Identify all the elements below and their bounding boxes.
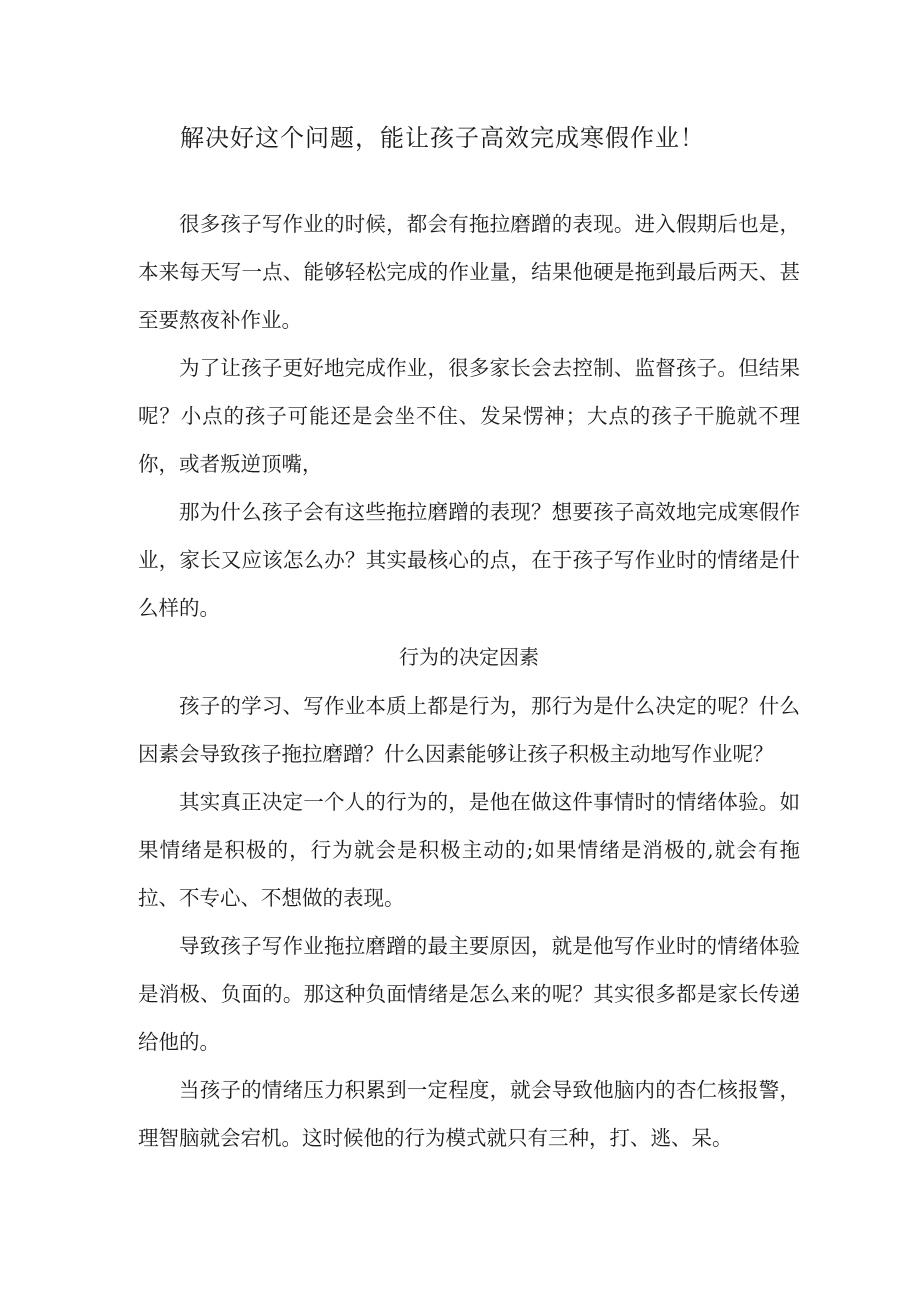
paragraph: 那为什么孩子会有这些拖拉磨蹭的表现？想要孩子高效地完成寒假作业，家长又应该怎么办？其实最核心的点，在于孩子写作业时的情绪是什么样的。 [138,500,800,620]
paragraph: 导致孩子写作业拖拉磨蹭的最主要原因，就是他写作业时的情绪体验是消极、负面的。那这种负面情绪是怎么来的呢？其实很多都是家长传递给他的。 [138,934,800,1054]
paragraph: 为了让孩子更好地完成作业，很多家长会去控制、监督孩子。但结果呢？小点的孩子可能还是会坐不住、发呆愣神；大点的孩子干脆就不理你，或者叛逆顶嘴， [138,356,800,476]
paragraph: 其实真正决定一个人的行为的，是他在做这件事情时的情绪体验。如果情绪是积极的，行为就会是积极主动的;如果情绪是消极的,就会有拖拉、不专心、不想做的表现。 [138,790,800,910]
section-heading: 行为的决定因素 [399,645,539,669]
paragraph: 孩子的学习、写作业本质上都是行为，那行为是什么决定的呢？什么因素会导致孩子拖拉磨蹭？什么因素能够让孩子积极主动地写作业呢？ [138,694,800,766]
document-title: 解决好这个问题，能让孩子高效完成寒假作业！ [180,124,705,152]
paragraph: 很多孩子写作业的时候，都会有拖拉磨蹭的表现。进入假期后也是，本来每天写一点、能够轻松完成的作业量，结果他硬是拖到最后两天、甚至要熬夜补作业。 [138,212,800,332]
paragraph: 当孩子的情绪压力积累到一定程度，就会导致他脑内的杏仁核报警，理智脑就会宕机。这时候他的行为模式就只有三种，打、逃、呆。 [138,1078,800,1150]
